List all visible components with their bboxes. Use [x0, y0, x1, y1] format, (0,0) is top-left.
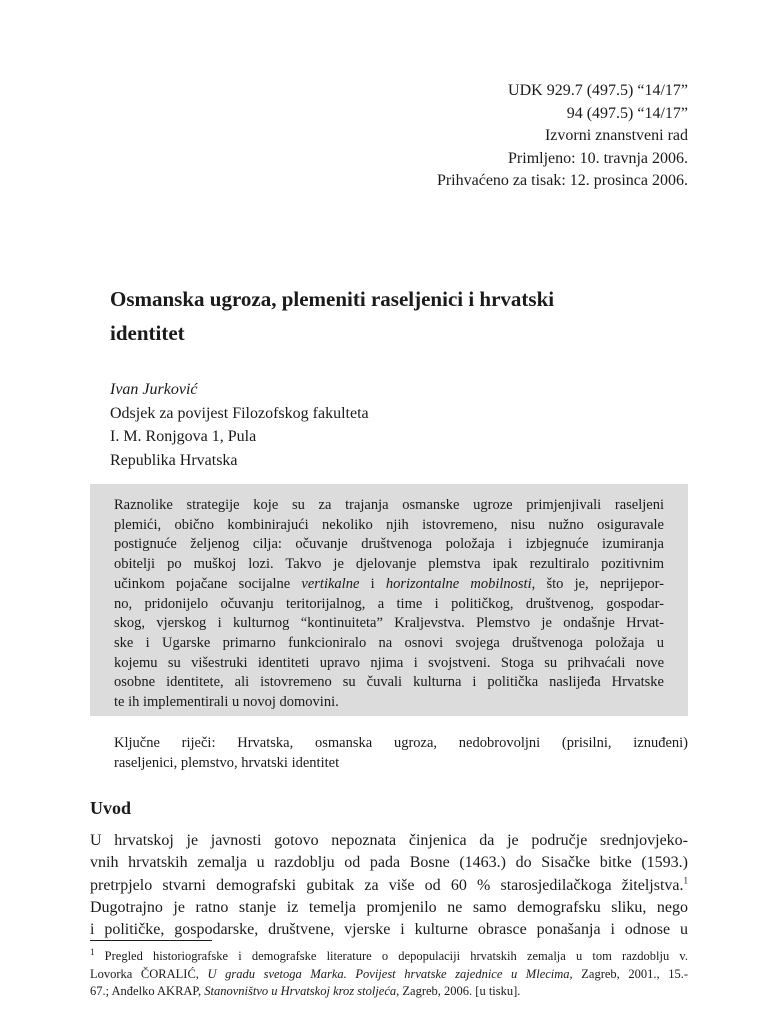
author-block: [110, 378, 369, 472]
body-line: U hrvatskoj je javnosti gotovo nepoznata činjenica da je područje srednjovjeko-: [90, 832, 688, 849]
abstract-line: te ih implementirali u novoj domovini.: [114, 694, 339, 711]
abstract-text: učinkom pojačane socijalne: [114, 575, 302, 592]
keywords: [114, 734, 688, 773]
body-line: vnih hrvatskih zemalja u razdoblju od pada Bosne (1463.) do Sisačke bitke (1593.): [90, 854, 688, 872]
keywords-line: Ključne riječi: Hrvatska, osmanska ugroza, nedobrovoljni (prisilni, iznuđeni): [114, 735, 688, 751]
abstract-line: kojemu su višestruki identiteti upravo njima i svojstveni. Stoga su prihvaćali nove: [114, 654, 664, 671]
footnote-book-title: U gradu svetoga Marka. Povijest hrvatske zajednice u Mlecima: [207, 966, 570, 981]
abstract-line: postignuće željenog cilja: očuvanje društvenoga položaja i izbjegnuće izumiranja: [114, 536, 664, 553]
author-department: Odsjek za povijest Filozofskog fakulteta: [110, 404, 369, 422]
udk-classification-1: UDK 929.7 (497.5) “14/17”: [508, 82, 688, 99]
body-paragraph: [90, 830, 688, 941]
footnote-number: 1: [90, 946, 95, 957]
footnote-text: 67.; Anđelko AKRAP,: [90, 984, 205, 999]
abstract-line: ske i Ugarske primarno funkcioniralo na osnovi svojega društvenoga položaja u: [114, 634, 664, 651]
body-line: [90, 875, 688, 897]
keywords-line: raseljenici, plemstvo, hrvatski identitet: [114, 754, 340, 771]
footnote-text: Pregled historiografske i demografske literature o depopulaciji hrvatskih zemalja u tom razdoblju v.: [94, 949, 688, 963]
abstract-line: plemići, obično kombinirajući nekoliko njih istovremeno, nisu nužno osiguravale: [114, 516, 664, 533]
footnote-reference[interactable]: 1: [683, 875, 688, 886]
footnote-text: , Zagreb, 2006. [u tisku].: [396, 984, 521, 999]
abstract-line: osobne identitete, ali istovremeno su čuvali kulturna i politička naslijeđa Hrvatske: [114, 674, 664, 691]
footnote-line: [90, 966, 688, 984]
abstract-term-horizontal: horizontalne mobilnosti: [385, 575, 532, 592]
abstract-box: [90, 484, 688, 716]
author-name: Ivan Jurković: [110, 381, 198, 398]
body-text: pretrpjelo stvarni demografski gubitak za više od 60 % starosjedilačkoga žiteljstva.: [90, 876, 684, 894]
article-metadata: [437, 80, 688, 193]
udk-classification-2: 94 (497.5) “14/17”: [566, 104, 688, 122]
abstract-term-vertical: vertikalne: [301, 575, 360, 592]
body-line: i političke, gospodarske, društvene, vjerske i kulturne obrasce ponašanja i odnose u: [90, 921, 688, 939]
accepted-date: Prihvaćeno za tisak: 12. prosinca 2006.: [436, 172, 688, 189]
section-heading: Uvod: [90, 798, 132, 818]
abstract-line: no, pridonijelo očuvanju teritorijalnog, a time i političkog, društvenog, gospodar-: [114, 595, 664, 612]
title-line-2: identitet: [110, 321, 185, 345]
footnote: [90, 948, 688, 1001]
body-line: Dugotrajno je ratno stanje iz temelja promjenilo ne samo demografsku sliku, nego: [90, 898, 688, 916]
abstract-line: obitelji po muškoj lozi. Takvo je djelovanje plemstva ipak rezultiralo pozitivnim: [114, 556, 664, 573]
article-type: Izvorni znanstveni rad: [544, 127, 688, 144]
footnote-line: [90, 948, 688, 966]
abstract-text: , što je, neprijepor-: [531, 575, 664, 592]
footnote-text: , Zagreb, 2001., 15.-: [569, 966, 688, 981]
author-address: I. M. Ronjgova 1, Pula: [110, 428, 257, 445]
abstract-text: i: [359, 575, 386, 592]
abstract-line: skog, vjerskog i kulturnog “kontinuiteta” Kraljevstva. Plemstvo je ondašnje Hrvat-: [114, 615, 664, 632]
received-date: Primljeno: 10. travnja 2006.: [508, 149, 688, 167]
author-country: Republika Hrvatska: [110, 451, 238, 469]
article-title: [110, 282, 670, 350]
footnote-book-title: Stanovništvo u Hrvatskoj kroz stoljeća: [204, 984, 397, 999]
footnote-line: [90, 983, 688, 1001]
abstract-line: [114, 575, 664, 595]
abstract-line: Raznolike strategije koje su za trajanja osmanske ugroze primjenjivali raseljeni: [114, 497, 664, 513]
title-line-1: Osmanska ugroza, plemeniti raseljenici i hrvatski: [110, 287, 555, 311]
footnote-text: Lovorka ČORALIĆ,: [90, 966, 208, 981]
footnote-divider: [90, 940, 212, 941]
